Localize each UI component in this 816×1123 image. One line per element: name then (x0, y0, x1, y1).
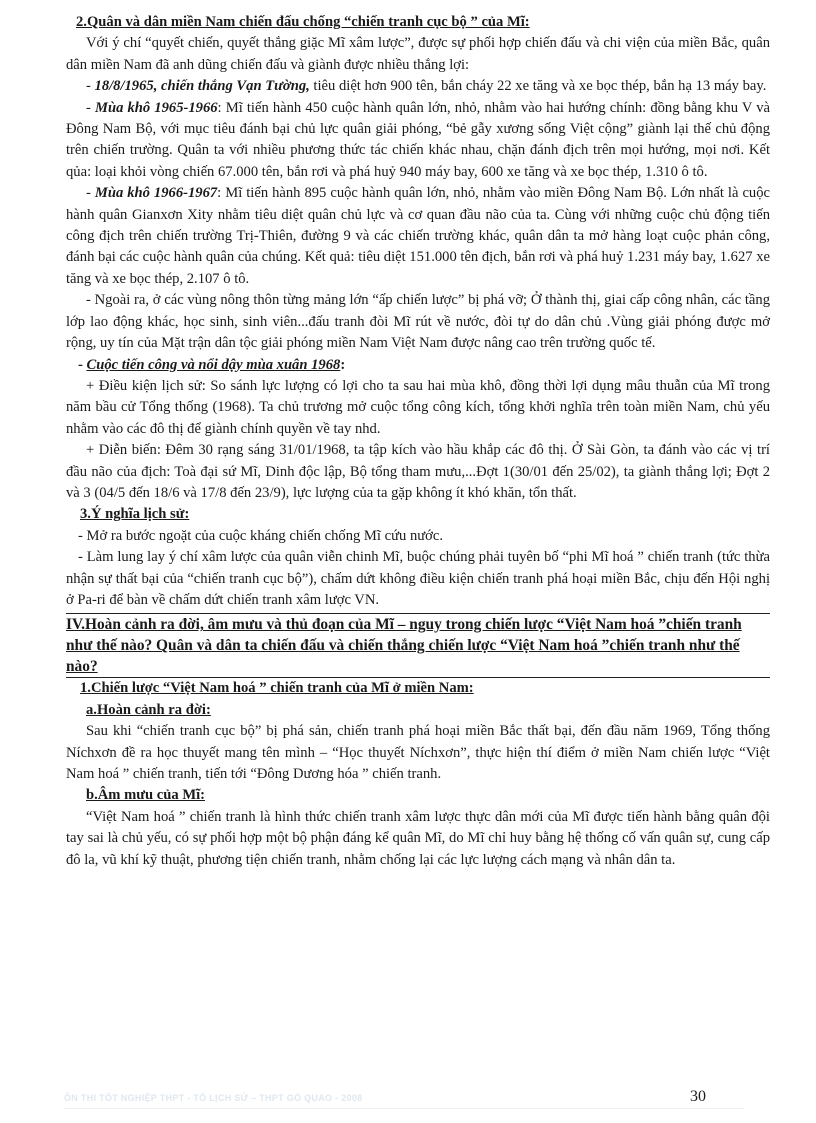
historical-conditions-paragraph: + Điều kiện lịch sử: So sánh lực lượng có lợi cho ta sau hai mùa khô, đồng thời lợi dụng mâu thuẫn của Mĩ trong năm bầu cử Tổng thống (1968). Ta chủ trương mở cuộc tổng công kích, tổng khởi nghĩa trên toàn miền Nam, chủ yếu nhằm vào các đô thị để giành chính quyền về tay nhd. (66, 377, 770, 437)
document-body (66, 12, 770, 871)
tet-offensive-heading: - Cuộc tiến công và nổi dậy mùa xuân 1968: (78, 356, 346, 373)
subsection-1-heading: 1.Chiến lược “Việt Nam hoá ” chiến tranh của Mĩ ở miền Nam: (80, 680, 474, 697)
significance-point-1: - Mở ra bước ngoặt của cuộc kháng chiến chống Mĩ cứu nước. (78, 527, 443, 544)
significance-point-2: - Làm lung lay ý chí xâm lược của quân viễn chinh Mĩ, buộc chúng phải tuyên bố “phi Mĩ hoá ” chiến tranh (tức thừa nhận sự thất bại của “chiến tranh cục bộ”), chấm dứt không điều kiện chiến tranh phá hoại miền Bắc, chịu đến Hội nghị ở Pa-ri để bàn về chấm dứt chiến tranh xâm lược VN. (66, 549, 770, 608)
developments-paragraph: + Diễn biến: Đêm 30 rạng sáng 31/01/1968, ta tập kích vào hầu khắp các đô thị. Ở Sài Gòn, ta đánh vào các vị trí đầu não của địch: Toà đại sứ Mĩ, Dinh độc lập, Bộ tổng tham mưu,...Đợt 1(30/01 đến 25/02), ta giành thắng lợi; Đợt 2 và 3 (04/5 đến 18/6 và 17/8 đến 23/9), lực lượng của ta gặp không ít khó khăn, tổn thất. (66, 442, 770, 501)
us-plot-paragraph: “Việt Nam hoá ” chiến tranh là hình thức chiến tranh xâm lược thực dân mới của Mĩ được tiến hành bằng quân đội tay sai là chủ yếu, có sự phối hợp một bộ phận đáng kể quân Mĩ, do Mĩ chỉ huy bằng hệ thống cố vấn quân sự, cung cấp đô la, vũ khí kỹ thuật, phương tiện chiến tranh, nhằm chống lại các lực lượng cách mạng và nhân dân ta. (66, 808, 770, 868)
section-2-heading: 2.Quân và dân miền Nam chiến đấu chống “chiến tranh cục bộ ” của Mĩ: (76, 14, 530, 30)
subsection-b-heading: b.Âm mưu của Mĩ: (86, 787, 206, 804)
footer-divider (64, 1108, 744, 1109)
section-2-intro: Với ý chí “quyết chiến, quyết thắng giặc Mĩ xâm lược”, được sự phối hợp chiến đấu và chi viện của miền Bắc, quân dân miền Nam đã anh dũng chiến đấu và giành được nhiều thắng lợi: (66, 35, 770, 73)
other-struggles-paragraph: - Ngoài ra, ở các vùng nông thôn từng mảng lớn “ấp chiến lược” bị phá vỡ; Ở thành thị, giai cấp công nhân, các tầng lớp lao động khác, học sinh, sinh viên...đấu tranh đòi Mĩ rút về nước, đòi tự do dân chủ .Vùng giải phóng được mở rộng, uy tín của Mặt trận dân tộc giải phóng miền Nam Việt Nam được nâng cao trên trường quốc tế. (66, 292, 770, 352)
page-number: 30 (690, 1088, 706, 1105)
footer-text: ÔN THI TỐT NGHIỆP THPT - TỔ LỊCH SỬ – THPT GÒ QUAO - 2008 (64, 1093, 363, 1103)
section-3-heading: 3.Ý nghĩa lịch sử: (80, 506, 190, 523)
dry-season-1965-paragraph: - Mùa khô 1965-1966: Mĩ tiến hành 450 cuộc hành quân lớn, nhỏ, nhằm vào hai hướng chính: đồng bằng khu V và Đông Nam Bộ, với mục tiêu đánh bại chủ lực quân giải phóng, “bẻ gẫy xương sống Việt cộng” giành lại thế chủ động trên chiến trường. Quân ta với nhiều phương thức tác chiến khác nhau, chặn đánh địch trên mọi hướng, mọi nơi. Kết qủa: loại khỏi vòng chiến 67.000 tên, bắn rơi và phá huỷ 940 máy bay, 600 xe tăng và xe bọc thép, 1.310 ô tô. (66, 99, 770, 180)
dry-season-1966-paragraph: - Mùa khô 1966-1967: Mĩ tiến hành 895 cuộc hành quân lớn, nhỏ, nhằm vào miền Đông Nam Bộ. Lớn nhất là cuộc hành quân Gianxơn Xity nhằm tiêu diệt quân chủ lực và cơ quan đầu não của ta. Cùng với những cuộc chủ động tiến công địch trên chiến trường Trị-Thiên, đường 9 và các chiến trường khác, quân dân ta mở hàng loạt cuộc phản công, đánh bại các cuộc hành quân của chúng. Kết quả: tiêu diệt 151.000 tên địch, bắn rơi và phá huỷ 1.231 máy bay, 1.627 xe tăng và xe bọc thép, 2.107 ô tô. (66, 185, 770, 287)
circumstances-paragraph: Sau khi “chiến tranh cục bộ” bị phá sản, chiến tranh phá hoại miền Bắc thất bại, đến đầu năm 1969, Tổng thống Níchxơn đề ra học thuyết mang tên mình – “Học thuyết Níchxơn”, thực hiện thí điểm ở miền Nam chiến lược “Việt Nam hoá ” chiến tranh, tiến tới “Đông Dương hóa ” chiến tranh. (66, 723, 770, 782)
section-4-heading: IV.Hoàn cảnh ra đời, âm mưu và thủ đoạn của Mĩ – nguy trong chiến lược “Việt Nam hoá ”chiến tranh như thế nào? Quân và dân ta chiến đấu và chiến thắng chiến lược “Việt Nam hoá ”chiến tranh như thế nào? (66, 613, 770, 678)
subsection-a-heading: a.Hoàn cảnh ra đời: (86, 701, 211, 718)
van-tuong-paragraph: - 18/8/1965, chiến thắng Vạn Tường, tiêu diệt hơn 900 tên, bắn cháy 22 xe tăng và xe bọc thép, bắn hạ 13 máy bay. (86, 78, 767, 95)
